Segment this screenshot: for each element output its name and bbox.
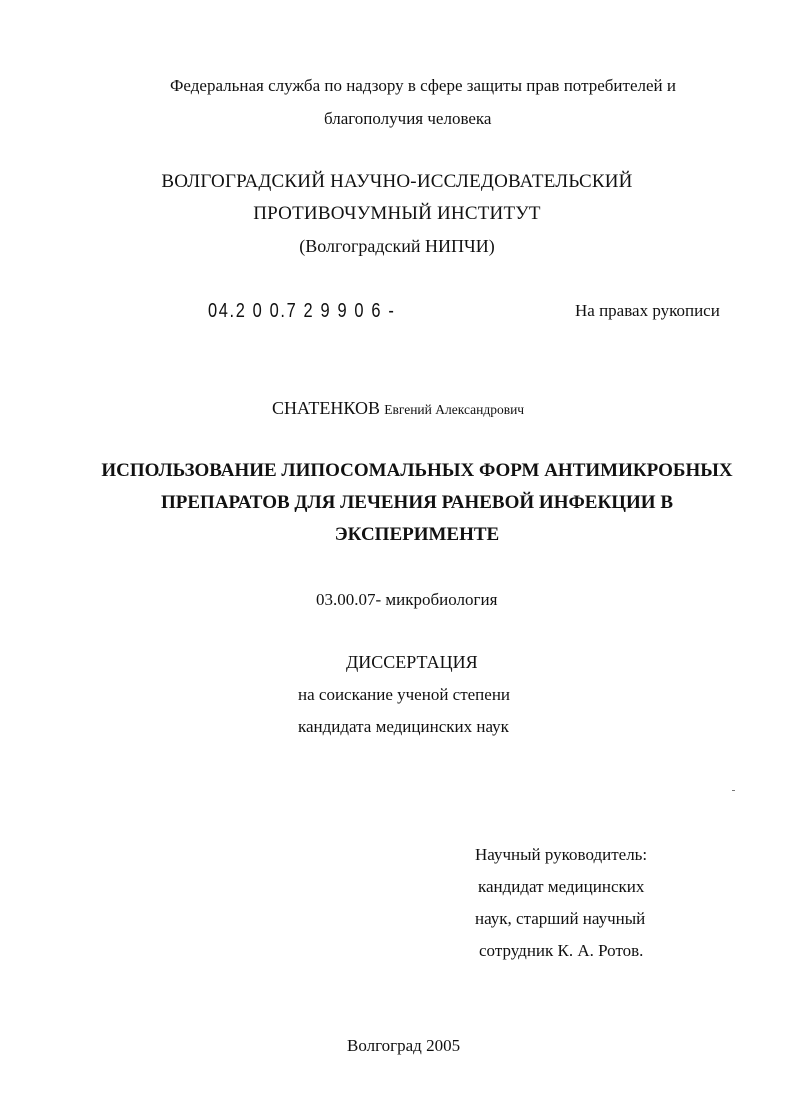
dissertation-title-line-3: ЭКСПЕРИМЕНТЕ (334, 524, 500, 545)
agency-line-1: Федеральная служба по надзору в сфере защиты прав потребителей и (170, 76, 676, 95)
supervisor-line-3: наук, старший научный (475, 909, 646, 928)
institute-name-line-1: ВОЛГОГРАДСКИЙ НАУЧНО-ИССЛЕДОВАТЕЛЬСКИЙ (161, 171, 633, 192)
dissertation-title-line-2: ПРЕПАРАТОВ ДЛЯ ЛЕЧЕНИЯ РАНЕВОЙ ИНФЕКЦИИ В (161, 492, 673, 513)
thesis-purpose-line-1: на соискание ученой степени (298, 685, 511, 704)
supervisor-line-2: кандидат медицинских (478, 877, 645, 896)
manuscript-rights-label: На правах рукописи (575, 301, 720, 320)
author-given-names: Евгений Александрович (384, 402, 525, 417)
dissertation-title-line-1: ИСПОЛЬЗОВАНИЕ ЛИПОСОМАЛЬНЫХ ФОРМ АНТИМИКРОБНЫХ (101, 460, 733, 481)
supervisor-line-4: сотрудник К. А. Ротов. (479, 941, 644, 960)
author-surname: СНАТЕНКОВ (272, 398, 380, 418)
institute-name-line-2: ПРОТИВОЧУМНЫЙ ИНСТИТУТ (253, 203, 541, 224)
supervisor-line-1: Научный руководитель: (475, 845, 648, 864)
author-name (272, 398, 524, 420)
agency-line-2: благополучия человека (324, 109, 492, 128)
registration-stamp-number: 04.2 0 0.7 2 9 9 0 6 - (208, 300, 396, 322)
institute-short-name: (Волгоградский НИПЧИ) (299, 236, 495, 256)
city-year: Волгоград 2005 (347, 1036, 461, 1055)
thesis-type: ДИССЕРТАЦИЯ (346, 652, 478, 672)
scan-speck (732, 790, 735, 791)
specialty-code: 03.00.07- микробиология (316, 590, 498, 609)
thesis-purpose-line-2: кандидата медицинских наук (298, 717, 509, 736)
